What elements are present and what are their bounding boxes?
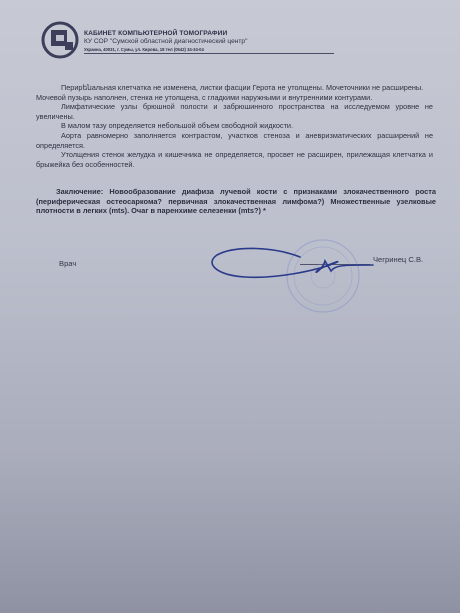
conclusion-text: Новообразование диафиза лучевой кости с признаками злокачественного роста (периферическая остеосаркома? первичная злокачественная лимфома?) Множественные узелковые плотности в легких (mts). Очаг в паренхиме селезенки (mts?) * xyxy=(36,187,436,216)
report-paragraph-gi: Утолщения стенок желудка и кишечника не определяется, просвет не расширен, прилежащая клетчатка и брыжейка без особенностей. xyxy=(36,150,433,169)
letterhead-address: Украина, 40031, г. Сумы, ул. Кирова, 18 тел (0542) 34-34-04 xyxy=(84,47,204,52)
letterhead xyxy=(40,20,440,66)
conclusion xyxy=(36,187,436,216)
report-paragraph-pelvis: В малом тазу определяется небольшой объем свободной жидкости. xyxy=(61,121,294,131)
signature-icon xyxy=(205,235,375,285)
report-paragraph-kidneys: Перирենальная клетчатка не изменена, листки фасции Герота не утолщены. Мочеточники не расширены. Мочевой пузырь наполнен, стенка не утолщена, с гладкими наружными и внутренними контурами. xyxy=(36,83,424,102)
report-paragraph-lymph: Лимфатические узлы брюшной полости и забрюшинного пространства на исследуемом уровне не увеличены. xyxy=(36,102,433,121)
letterhead-text xyxy=(84,30,247,52)
doctor-label: Врач xyxy=(59,259,77,268)
letterhead-divider xyxy=(84,53,334,54)
conclusion-label: Заключение: xyxy=(56,187,104,196)
report-paragraph-aorta: Аорта равномерно заполняется контрастом, участков стеноза и аневризматических расширений не определяется. xyxy=(36,130,433,150)
letterhead-title: КАБИНЕТ КОМПЬЮТЕРНОЙ ТОМОГРАФИИ xyxy=(84,30,228,37)
report-body xyxy=(36,83,433,169)
clinic-logo-icon xyxy=(40,20,80,60)
signer-name: Чегринец С.В. xyxy=(373,255,424,264)
letterhead-organization: КУ СОР "Сумской областной диагностический центр" xyxy=(84,38,248,45)
